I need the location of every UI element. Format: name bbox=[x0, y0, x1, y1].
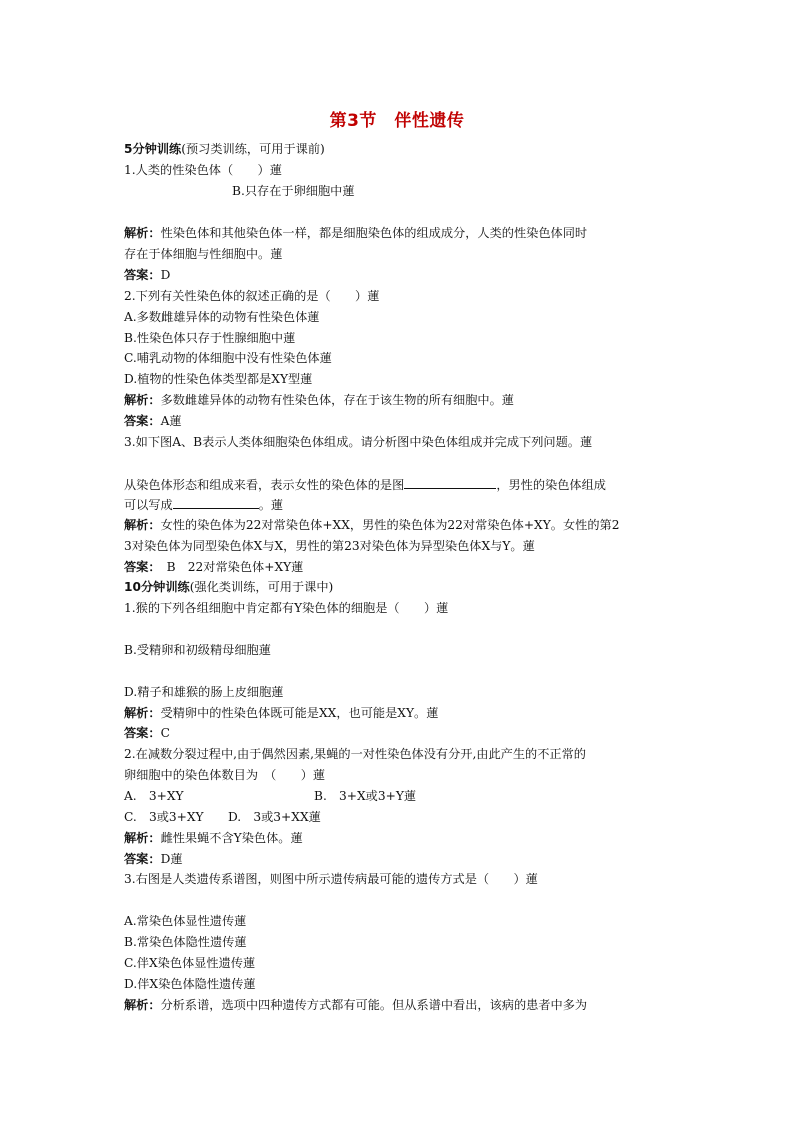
s2-q3-option-a: A.常染色体显性遗传蓮 bbox=[124, 914, 247, 928]
q3-answer: 答案： B 22对常染色体+XY蓮 bbox=[124, 560, 304, 574]
q3-analysis: 解析：女性的染色体为22对常染色体+XX，男性的染色体为22对常染色体+XY。女性的第2 bbox=[124, 518, 620, 532]
answer-blank-1[interactable] bbox=[404, 476, 496, 489]
q1-stem: 1.人类的性染色体（ ）蓮 bbox=[124, 163, 282, 177]
q2-answer: 答案：A蓮 bbox=[124, 414, 182, 428]
s2-q1-option-b: B.受精卵和初级精母细胞蓮 bbox=[124, 643, 271, 657]
s2-q3-option-c: C.伴X染色体显性遗传蓮 bbox=[124, 956, 256, 970]
q1-analysis: 解析：性染色体和其他染色体一样，都是细胞染色体的组成成分，人类的性染色体同时 bbox=[124, 226, 588, 240]
q2-option-b: B.性染色体只存于性腺细胞中蓮 bbox=[124, 331, 296, 345]
q3-question-line2: 可以写成 。蓮 bbox=[124, 498, 284, 512]
s2-q2-stem: 2.在减数分裂过程中,由于偶然因素,果蝇的一对性染色体没有分开,由此产生的不正常的 bbox=[124, 747, 586, 761]
s2-q2-option-cd: C. 3或3+XY D. 3或3+XX蓮 bbox=[124, 810, 321, 824]
q1-analysis-cont: 存在于体细胞与性细胞中。蓮 bbox=[124, 247, 283, 261]
section-header-5min: 5分钟训练(预习类训练，可用于课前) bbox=[124, 142, 325, 156]
s2-q1-analysis: 解析：受精卵中的性染色体既可能是XX，也可能是XY。蓮 bbox=[124, 706, 439, 720]
q2-option-d: D.植物的性染色体类型都是XY型蓮 bbox=[124, 372, 313, 386]
section-header-10min: 10分钟训练(强化类训练，可用于课中) bbox=[124, 580, 334, 594]
q2-option-c: C.哺乳动物的体细胞中没有性染色体蓮 bbox=[124, 351, 332, 365]
s2-q3-stem: 3.右图是人类遗传系谱图，则图中所示遗传病最可能的遗传方式是（ ）蓮 bbox=[124, 872, 538, 886]
s2-q2-answer: 答案：D蓮 bbox=[124, 852, 183, 866]
q2-stem: 2.下列有关性染色体的叙述正确的是（ ）蓮 bbox=[124, 289, 380, 303]
s2-q3-option-d: D.伴X染色体隐性遗传蓮 bbox=[124, 977, 256, 991]
s2-q3-analysis: 解析：分析系谱，选项中四种遗传方式都有可能。但从系谱中看出，该病的患者中多为 bbox=[124, 998, 588, 1012]
q3-stem: 3.如下图A、B表示人类体细胞染色体组成。请分析图中染色体组成并完成下列问题。蓮 bbox=[124, 435, 593, 449]
s2-q2-stem-cont: 卵细胞中的染色体数目为 （ ）蓮 bbox=[124, 768, 326, 782]
q1-answer: 答案：D bbox=[124, 268, 171, 282]
page-title: 第3节 伴性遗传 bbox=[329, 111, 465, 131]
s2-q2-analysis: 解析：雌性果蝇不含Y染色体。蓮 bbox=[124, 831, 303, 845]
s2-q2-option-b: B. 3+X或3+Y蓮 bbox=[314, 789, 417, 803]
q3-analysis-cont: 3对染色体为同型染色体X与X，男性的第23对染色体为异型染色体X与Y。蓮 bbox=[124, 539, 535, 553]
q2-option-a: A.多数雌雄异体的动物有性染色体蓮 bbox=[124, 310, 320, 324]
s2-q1-option-d: D.精子和雄猴的肠上皮细胞蓮 bbox=[124, 685, 284, 699]
s2-q1-answer: 答案：C bbox=[124, 726, 170, 740]
q2-analysis: 解析：多数雌雄异体的动物有性染色体，存在于该生物的所有细胞中。蓮 bbox=[124, 393, 514, 407]
q1-option-b: B.只存在于卵细胞中蓮 bbox=[232, 184, 355, 198]
q3-question-line1: 从染色体形态和组成来看，表示女性的染色体的是图 ，男性的染色体组成 bbox=[124, 478, 606, 492]
s2-q2-option-a: A. 3+XY bbox=[124, 789, 184, 803]
s2-q3-option-b: B.常染色体隐性遗传蓮 bbox=[124, 935, 247, 949]
answer-blank-2[interactable] bbox=[173, 496, 259, 509]
s2-q1-stem: 1.猴的下列各组细胞中肯定都有Y染色体的细胞是（ ）蓮 bbox=[124, 601, 449, 615]
